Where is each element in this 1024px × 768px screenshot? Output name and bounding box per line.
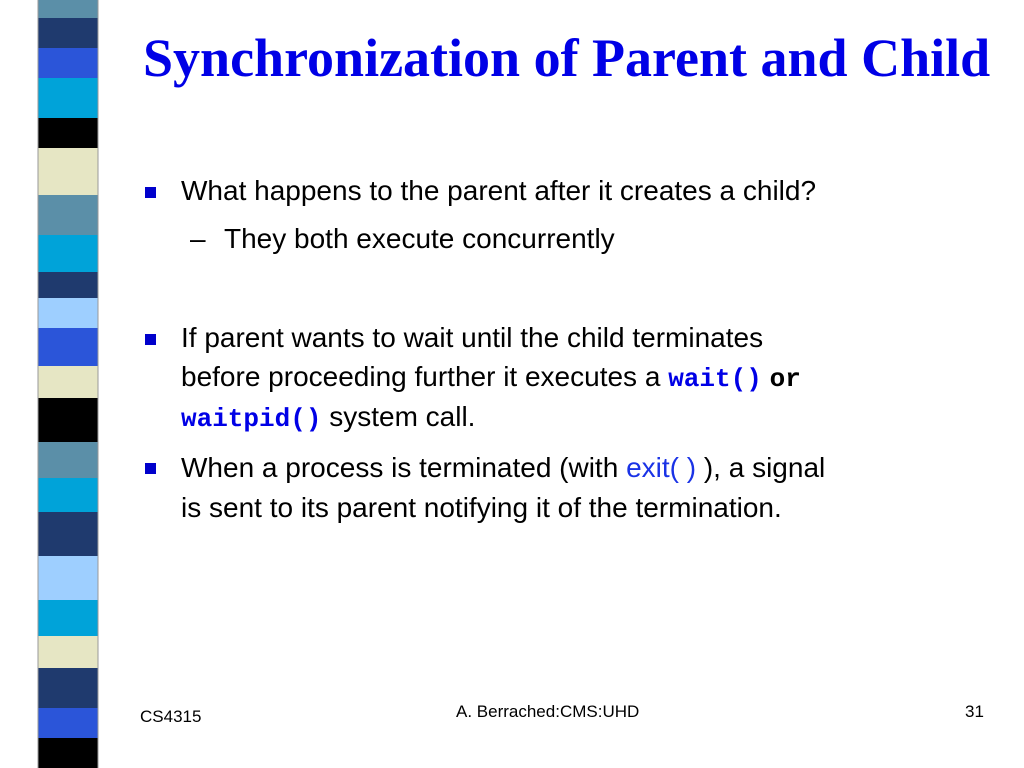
bullet-3-text-post: ), a signal: [696, 452, 826, 483]
stripe-block: [38, 78, 98, 118]
stripe-block: [38, 48, 98, 78]
footer-course: CS4315: [140, 707, 202, 726]
bullet-1-text: What happens to the parent after it creates a child?: [181, 175, 817, 206]
bullet-3-text-pre: When a process is terminated (with: [181, 452, 627, 483]
stripe-block: [38, 398, 98, 442]
sub-bullet-dash: –: [190, 223, 206, 254]
stripe-block: [38, 478, 98, 512]
stripe-block: [38, 600, 98, 636]
stripe-block: [38, 235, 98, 272]
stripe-block: [38, 556, 98, 600]
sub-bullet-1-text: They both execute concurrently: [224, 223, 615, 254]
slide-title: Synchronization of Parent and Child: [143, 28, 991, 88]
bullet-2-line-2: [181, 358, 981, 398]
stripe-block: [38, 0, 98, 18]
stripe-block: [38, 738, 98, 768]
bullet-3-line-1: [181, 449, 981, 487]
bullet-2-line-3-text: system call.: [321, 401, 476, 432]
stripe-block: [38, 442, 98, 478]
bullet-marker: [145, 334, 156, 345]
stripe-block: [38, 708, 98, 738]
code-wait: wait(): [668, 364, 762, 394]
footer-author: A. Berrached:CMS:UHD: [456, 702, 640, 721]
stripe-block: [38, 272, 98, 298]
stripe-block: [38, 328, 98, 366]
bullet-marker: [145, 187, 156, 198]
stripe-block: [38, 668, 98, 708]
stripe-block: [38, 366, 98, 398]
stripe-block: [38, 298, 98, 328]
footer-page-number: 31: [965, 702, 984, 721]
stripe-block: [38, 512, 98, 556]
stripe-block: [38, 636, 98, 668]
stripe-block: [38, 118, 98, 148]
bullet-2-line-3: [181, 398, 981, 438]
code-waitpid: waitpid(): [181, 404, 322, 434]
bullet-marker: [145, 463, 156, 474]
code-or: or: [769, 364, 801, 394]
bullet-2-line-2-text: before proceeding further it executes a: [181, 361, 669, 392]
stripe-block: [38, 195, 98, 235]
stripe-block: [38, 148, 98, 195]
bullet-2-line-1: If parent wants to wait until the child terminates: [181, 322, 764, 353]
stripe-block: [38, 18, 98, 48]
bullet-3-line-2: is sent to its parent notifying it of the termination.: [181, 492, 782, 523]
exit-call: exit( ): [626, 452, 697, 483]
